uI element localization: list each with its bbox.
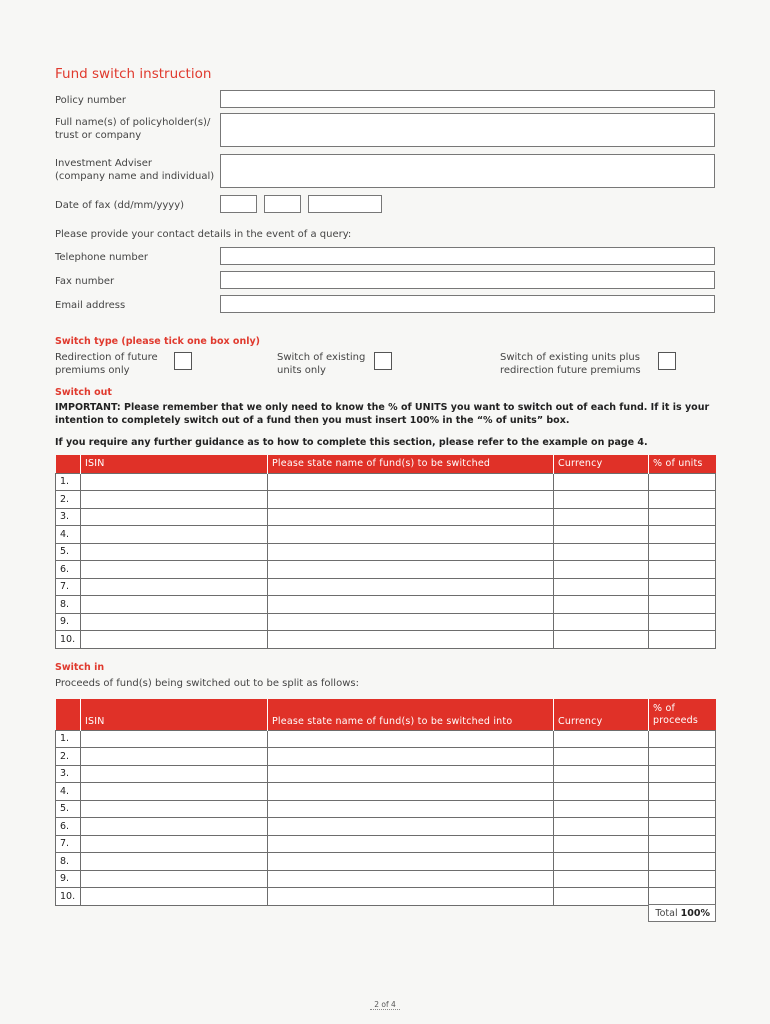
switch-option-3-checkbox[interactable]: [658, 352, 676, 370]
switch-out-cell-percent[interactable]: [649, 596, 716, 614]
switch-in-cell-num: 6.: [56, 818, 81, 836]
switch-in-row: [56, 888, 716, 906]
switch-out-row: [56, 543, 716, 561]
switch-out-row: [56, 491, 716, 509]
switch-out-cell-fund[interactable]: [268, 561, 554, 579]
policy-number-field[interactable]: [220, 90, 715, 108]
switch-out-cell-num: 2.: [56, 491, 81, 509]
telephone-label: Telephone number: [55, 252, 148, 263]
switch-out-cell-fund[interactable]: [268, 578, 554, 596]
switch-in-cell-fund[interactable]: [268, 888, 554, 906]
switch-out-row: [56, 596, 716, 614]
switch-out-cell-isin[interactable]: [81, 543, 268, 561]
switch-out-cell-num: 4.: [56, 526, 81, 544]
switch-option-3-label: [500, 352, 641, 377]
switch-out-row: [56, 561, 716, 579]
switch-in-cell-fund[interactable]: [268, 800, 554, 818]
switch-in-cell-percent[interactable]: [649, 835, 716, 853]
date-month-field[interactable]: [264, 195, 301, 213]
switch-option-1-line1: Redirection of future: [55, 352, 158, 363]
switch-in-cell-num: 3.: [56, 765, 81, 783]
switch-in-cell-currency[interactable]: [554, 783, 649, 801]
switch-in-cell-currency[interactable]: [554, 870, 649, 888]
switch-in-cell-percent[interactable]: [649, 748, 716, 766]
total-box: [648, 904, 716, 922]
policy-number-label: Policy number: [55, 95, 126, 106]
switch-in-cell-currency[interactable]: [554, 888, 649, 906]
switch-out-cell-currency[interactable]: [554, 491, 649, 509]
switch-in-col-isin: ISIN: [81, 699, 268, 730]
switch-in-cell-num: 5.: [56, 800, 81, 818]
switch-in-cell-fund[interactable]: [268, 818, 554, 836]
adviser-label-line1: Investment Adviser: [55, 158, 153, 169]
switch-out-cell-isin[interactable]: [81, 596, 268, 614]
switch-in-col-proceeds: [649, 699, 716, 730]
switch-in-cell-isin[interactable]: [81, 800, 268, 818]
switch-in-cell-currency[interactable]: [554, 853, 649, 871]
switch-option-1-label: [55, 352, 158, 377]
switch-out-cell-num: 9.: [56, 613, 81, 631]
switch-in-col-num: [56, 699, 81, 730]
switch-in-cell-fund[interactable]: [268, 835, 554, 853]
fax-label: Fax number: [55, 276, 115, 287]
page-number: 2 of 4: [370, 1000, 400, 1010]
policyholder-label: [55, 117, 210, 142]
switch-in-cell-fund[interactable]: [268, 783, 554, 801]
switch-in-cell-fund[interactable]: [268, 853, 554, 871]
switch-out-cell-percent[interactable]: [649, 561, 716, 579]
switch-out-cell-percent[interactable]: [649, 526, 716, 544]
switch-out-cell-currency[interactable]: [554, 543, 649, 561]
switch-out-cell-num: 1.: [56, 473, 81, 491]
switch-out-cell-fund[interactable]: [268, 543, 554, 561]
switch-out-guidance: If you require any further guidance as to how to complete this section, please refer to the example on page 4.: [55, 437, 648, 448]
switch-out-cell-fund[interactable]: [268, 596, 554, 614]
switch-in-cell-isin[interactable]: [81, 765, 268, 783]
switch-out-cell-isin[interactable]: [81, 561, 268, 579]
switch-out-cell-num: 8.: [56, 596, 81, 614]
switch-in-cell-isin[interactable]: [81, 853, 268, 871]
switch-in-row: [56, 783, 716, 801]
switch-option-2-line1: Switch of existing: [277, 352, 366, 363]
switch-in-col-proceeds-line1: % of: [653, 702, 676, 714]
switch-out-cell-num: 6.: [56, 561, 81, 579]
switch-out-important-line2: intention to completely switch out of a fund then you must insert 100% in the “% of units” box.: [55, 414, 570, 426]
switch-out-cell-fund[interactable]: [268, 491, 554, 509]
switch-in-cell-num: 1.: [56, 730, 81, 748]
switch-out-header-row: [56, 455, 716, 473]
switch-type-heading: Switch type (please tick one box only): [55, 336, 260, 347]
switch-in-cell-percent[interactable]: [649, 730, 716, 748]
date-of-fax-label: Date of fax (dd/mm/yyyy): [55, 200, 185, 211]
adviser-field[interactable]: [220, 154, 715, 188]
email-field[interactable]: [220, 295, 715, 313]
switch-in-cell-fund[interactable]: [268, 748, 554, 766]
switch-in-cell-currency[interactable]: [554, 800, 649, 818]
switch-out-important: [55, 402, 735, 427]
switch-out-cell-isin[interactable]: [81, 613, 268, 631]
switch-out-table: [55, 455, 716, 649]
switch-in-cell-num: 8.: [56, 853, 81, 871]
switch-in-cell-percent[interactable]: [649, 783, 716, 801]
switch-in-row: [56, 800, 716, 818]
switch-out-cell-isin[interactable]: [81, 526, 268, 544]
switch-out-cell-fund[interactable]: [268, 631, 554, 649]
switch-in-table: [55, 699, 716, 906]
adviser-label: [55, 158, 214, 183]
switch-option-2-label: [277, 352, 365, 377]
switch-in-row: [56, 870, 716, 888]
switch-out-cell-fund[interactable]: [268, 613, 554, 631]
switch-out-cell-isin[interactable]: [81, 508, 268, 526]
switch-in-cell-currency[interactable]: [554, 765, 649, 783]
switch-out-cell-percent[interactable]: [649, 508, 716, 526]
switch-out-row: [56, 631, 716, 649]
switch-in-cell-percent[interactable]: [649, 800, 716, 818]
switch-in-cell-currency[interactable]: [554, 748, 649, 766]
switch-in-cell-fund[interactable]: [268, 730, 554, 748]
switch-out-cell-percent[interactable]: [649, 613, 716, 631]
switch-out-row: [56, 526, 716, 544]
switch-out-cell-num: 5.: [56, 543, 81, 561]
switch-out-cell-percent[interactable]: [649, 631, 716, 649]
switch-in-cell-percent[interactable]: [649, 853, 716, 871]
switch-out-cell-currency[interactable]: [554, 596, 649, 614]
switch-out-cell-num: 7.: [56, 578, 81, 596]
switch-out-cell-currency[interactable]: [554, 613, 649, 631]
total-value: 100%: [680, 908, 710, 919]
switch-out-cell-percent[interactable]: [649, 473, 716, 491]
switch-in-row: [56, 853, 716, 871]
switch-out-cell-fund[interactable]: [268, 473, 554, 491]
switch-out-row: [56, 473, 716, 491]
policyholder-label-line2: trust or company: [55, 129, 142, 141]
switch-out-cell-isin[interactable]: [81, 578, 268, 596]
switch-in-cell-percent[interactable]: [649, 765, 716, 783]
switch-in-col-fund: Please state name of fund(s) to be switched into: [268, 699, 554, 730]
page-footer: [0, 1000, 770, 1009]
switch-out-row: [56, 578, 716, 596]
switch-in-cell-isin[interactable]: [81, 870, 268, 888]
page-title: Fund switch instruction: [55, 66, 212, 82]
switch-out-cell-isin[interactable]: [81, 473, 268, 491]
adviser-label-line2: (company name and individual): [55, 170, 215, 182]
switch-out-cell-fund[interactable]: [268, 526, 554, 544]
switch-out-cell-currency[interactable]: [554, 526, 649, 544]
switch-in-cell-isin[interactable]: [81, 835, 268, 853]
switch-out-col-units: % of units: [649, 455, 716, 473]
switch-in-heading: Switch in: [55, 662, 105, 673]
switch-option-3-line2: redirection future premiums: [500, 364, 641, 376]
switch-out-cell-currency[interactable]: [554, 508, 649, 526]
switch-out-cell-isin[interactable]: [81, 631, 268, 649]
contact-intro: Please provide your contact details in the event of a query:: [55, 229, 352, 240]
switch-out-col-currency: Currency: [554, 455, 649, 473]
switch-out-cell-percent[interactable]: [649, 491, 716, 509]
switch-in-cell-percent[interactable]: [649, 818, 716, 836]
switch-out-col-fund: Please state name of fund(s) to be switched: [268, 455, 554, 473]
switch-in-cell-num: 2.: [56, 748, 81, 766]
switch-in-cell-num: 10.: [56, 888, 81, 906]
switch-option-2-line2: units only: [277, 364, 326, 376]
switch-out-cell-fund[interactable]: [268, 508, 554, 526]
date-year-field[interactable]: [308, 195, 382, 213]
switch-in-cell-currency[interactable]: [554, 730, 649, 748]
switch-out-cell-percent[interactable]: [649, 543, 716, 561]
switch-out-important-line1: IMPORTANT: Please remember that we only need to know the % of UNITS you want to switch out of each fund. If it is your: [55, 402, 710, 413]
switch-in-cell-num: 9.: [56, 870, 81, 888]
switch-in-row: [56, 818, 716, 836]
switch-option-3-line1: Switch of existing units plus: [500, 352, 640, 363]
policyholder-label-line1: Full name(s) of policyholder(s)/: [55, 117, 211, 128]
switch-in-row: [56, 730, 716, 748]
switch-in-col-currency: Currency: [554, 699, 649, 730]
policyholder-field[interactable]: [220, 113, 715, 147]
switch-in-row: [56, 765, 716, 783]
switch-in-row: [56, 835, 716, 853]
switch-in-cell-isin[interactable]: [81, 783, 268, 801]
date-day-field[interactable]: [220, 195, 257, 213]
switch-in-cell-num: 4.: [56, 783, 81, 801]
switch-in-cell-isin[interactable]: [81, 888, 268, 906]
switch-in-cell-isin[interactable]: [81, 818, 268, 836]
switch-in-cell-percent[interactable]: [649, 888, 716, 906]
switch-out-cell-percent[interactable]: [649, 578, 716, 596]
switch-out-cell-num: 3.: [56, 508, 81, 526]
switch-option-2-checkbox[interactable]: [374, 352, 392, 370]
switch-option-1-checkbox[interactable]: [174, 352, 192, 370]
switch-out-heading: Switch out: [55, 387, 112, 398]
telephone-field[interactable]: [220, 247, 715, 265]
switch-out-cell-currency[interactable]: [554, 631, 649, 649]
switch-out-cell-isin[interactable]: [81, 491, 268, 509]
switch-out-row: [56, 613, 716, 631]
switch-in-intro: Proceeds of fund(s) being switched out to be split as follows:: [55, 678, 359, 689]
switch-in-cell-percent[interactable]: [649, 870, 716, 888]
switch-in-row: [56, 748, 716, 766]
switch-in-header-row: [56, 699, 716, 730]
switch-in-cell-num: 7.: [56, 835, 81, 853]
total-label: Total: [655, 908, 678, 919]
switch-in-cell-currency[interactable]: [554, 835, 649, 853]
switch-out-cell-currency[interactable]: [554, 473, 649, 491]
email-label: Email address: [55, 300, 126, 311]
switch-in-cell-isin[interactable]: [81, 730, 268, 748]
switch-out-col-isin: ISIN: [81, 455, 268, 473]
switch-out-col-num: [56, 455, 81, 473]
switch-in-col-proceeds-line2: proceeds: [653, 714, 699, 726]
switch-in-cell-isin[interactable]: [81, 748, 268, 766]
switch-in-cell-fund[interactable]: [268, 870, 554, 888]
fax-field[interactable]: [220, 271, 715, 289]
switch-option-1-line2: premiums only: [55, 364, 130, 376]
switch-in-cell-currency[interactable]: [554, 818, 649, 836]
switch-out-cell-num: 10.: [56, 631, 81, 649]
switch-out-row: [56, 508, 716, 526]
switch-out-cell-currency[interactable]: [554, 561, 649, 579]
switch-out-cell-currency[interactable]: [554, 578, 649, 596]
switch-in-cell-fund[interactable]: [268, 765, 554, 783]
